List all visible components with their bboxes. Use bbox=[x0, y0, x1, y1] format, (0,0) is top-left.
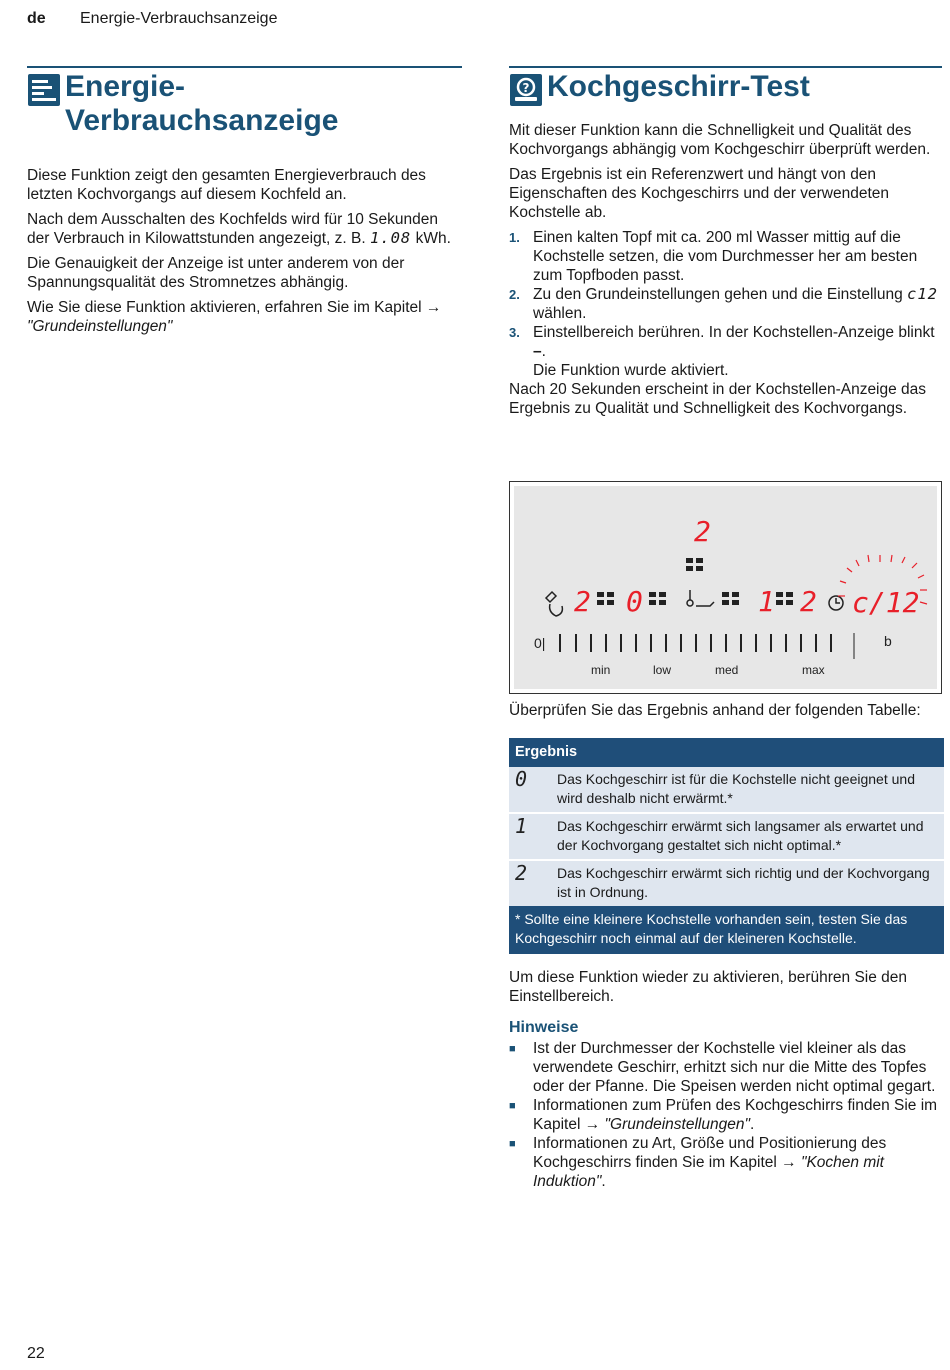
hints-list bbox=[509, 1039, 944, 1191]
result-code: 2 bbox=[509, 860, 551, 906]
zone-icon bbox=[649, 592, 666, 605]
chapter-link[interactable]: "Grundeinstellungen" bbox=[604, 1116, 750, 1133]
paragraph: Nach 20 Sekunden erscheint in der Kochstellen-Anzeige das Ergebnis zu Qualität und Schnelligkeit des Kochvorgangs. bbox=[509, 381, 927, 417]
paragraph: Mit dieser Funktion kann die Schnelligkeit und Qualität des Kochvorgangs abhängig vom Kochgeschirr überprüft werden. bbox=[509, 122, 931, 158]
blink-symbol: – bbox=[533, 343, 542, 360]
bullet-icon: ■ bbox=[509, 1138, 516, 1150]
timer-icon bbox=[829, 596, 843, 610]
top-display-digit: 2 bbox=[694, 515, 711, 548]
arrow-icon: → bbox=[781, 1154, 797, 1171]
scale-label: min bbox=[591, 663, 611, 677]
running-header-title: Energie-Verbrauchsanzeige bbox=[80, 10, 278, 27]
energy-display-icon bbox=[27, 73, 61, 107]
results-table bbox=[509, 738, 944, 954]
list-item: 1. Einen kalten Topf mit ca. 200 ml Wasser mittig auf die Kochstelle setzen, die vom Durchmesser her am besten zum Topfboden passt. bbox=[509, 229, 918, 284]
zone-icon bbox=[722, 592, 739, 605]
paragraph: Wie Sie diese Funktion aktivieren, erfahren Sie im Kapitel → "Grundeinstellungen" bbox=[27, 299, 442, 335]
paragraph: Nach dem Ausschalten des Kochfelds wird für 10 Sekunden der Verbrauch in Kilowattstunden angezeigt, z. B. 1.08 kWh. bbox=[27, 211, 451, 247]
section-title: Kochgeschirr-Test bbox=[547, 70, 810, 103]
control-panel-illustration bbox=[509, 481, 942, 694]
paragraph: Das Ergebnis ist ein Referenzwert und hängt von den Eigenschaften des Kochgeschirrs und der verwendeten Kochstelle ab. bbox=[509, 166, 889, 221]
list-item: ■ Informationen zu Art, Größe und Positionierung des Kochgeschirrs finden Sie im Kapitel → "Kochen mit Induktion". bbox=[509, 1135, 887, 1190]
section-rule bbox=[27, 66, 462, 68]
bullet-icon: ■ bbox=[509, 1043, 516, 1055]
table-row bbox=[509, 813, 944, 860]
pan-sensor-icon bbox=[687, 590, 714, 606]
list-item: 3. Einstellbereich berühren. In der Kochstellen-Anzeige blinkt –. Die Funktion wurde aktiviert. bbox=[509, 324, 935, 379]
page-number: 22 bbox=[27, 1345, 45, 1362]
results-section bbox=[509, 701, 944, 1191]
zone-digit: 2 bbox=[800, 585, 817, 618]
table-footnote: * Sollte eine kleinere Kochstelle vorhanden sein, testen Sie das Kochgeschirr noch einmal auf der kleineren Kochstelle. bbox=[509, 906, 944, 954]
zone-icon bbox=[776, 592, 793, 605]
slider-scale bbox=[560, 634, 831, 652]
language-code: de bbox=[27, 10, 46, 27]
list-item: ■ Informationen zum Prüfen des Kochgeschirrs finden Sie im Kapitel → "Grundeinstellungen". bbox=[509, 1097, 938, 1133]
hints-heading: Hinweise bbox=[509, 1019, 579, 1036]
svg-text:?: ? bbox=[522, 81, 530, 95]
bullet-icon: ■ bbox=[509, 1100, 516, 1112]
chapter-link[interactable]: "Grundeinstellungen" bbox=[27, 318, 173, 335]
cookware-test-icon bbox=[509, 73, 543, 107]
display-value: 1.08 bbox=[369, 229, 412, 247]
scale-label: low bbox=[653, 663, 672, 677]
zone-digit: 2 bbox=[574, 585, 591, 618]
scale-start: 0| bbox=[534, 635, 546, 651]
zone-digit: 0 bbox=[626, 585, 643, 618]
control-panel-drawing bbox=[514, 486, 937, 689]
zone-digit: 1 bbox=[758, 585, 775, 618]
list-item: ■ Ist der Durchmesser der Kochstelle viel kleiner als das verwendete Geschirr, erhitzt sich nur die Mitte des Topfes oder der Pfanne. Die Speisen werden nicht optimal gegart. bbox=[509, 1040, 936, 1095]
section-title-line2: Verbrauchsanzeige bbox=[65, 104, 339, 137]
cookware-test-section bbox=[509, 66, 942, 424]
arrow-icon: → bbox=[425, 299, 442, 316]
keylock-icon bbox=[546, 592, 562, 616]
result-code: 0 bbox=[509, 767, 551, 813]
result-text: Das Kochgeschirr erwärmt sich richtig und der Kochvorgang ist in Ordnung. bbox=[551, 860, 944, 906]
table-header: Ergebnis bbox=[509, 738, 944, 767]
energy-section bbox=[27, 66, 462, 342]
result-code: 1 bbox=[509, 813, 551, 860]
zone-icon bbox=[686, 558, 703, 571]
paragraph: Die Genauigkeit der Anzeige ist unter anderem von der Spannungsqualität des Stromnetzes abhängig. bbox=[27, 255, 405, 291]
zone-icon bbox=[597, 592, 614, 605]
list-item: 2. Zu den Grundeinstellungen gehen und die Einstellung c12 wählen. bbox=[509, 285, 938, 322]
table-row bbox=[509, 767, 944, 813]
result-text: Das Kochgeschirr erwärmt sich langsamer als erwartet und der Kochvorgang gestaltet sich nicht optimal.* bbox=[551, 813, 944, 860]
result-text: Das Kochgeschirr ist für die Kochstelle nicht geeignet und wird deshalb nicht erwärmt.* bbox=[551, 767, 944, 813]
scale-label: max bbox=[802, 663, 825, 677]
paragraph: Überprüfen Sie das Ergebnis anhand der folgenden Tabelle: bbox=[509, 702, 921, 719]
step-result: Die Funktion wurde aktiviert. bbox=[533, 362, 729, 379]
step-list bbox=[509, 228, 942, 380]
code-display: c/12 bbox=[852, 586, 920, 619]
scale-end: b bbox=[884, 633, 892, 649]
paragraph: Diese Funktion zeigt den gesamten Energieverbrauch des letzten Kochvorgangs auf diesem Kochfeld an. bbox=[27, 167, 426, 203]
scale-label: med bbox=[715, 663, 739, 677]
section-rule bbox=[509, 66, 942, 68]
arrow-icon: → bbox=[584, 1116, 601, 1133]
setting-code: c12 bbox=[907, 285, 938, 303]
chapter-link[interactable]: "Kochen mit Induktion" bbox=[533, 1154, 884, 1190]
section-title-line1: Energie- bbox=[65, 70, 186, 103]
paragraph: Um diese Funktion wieder zu aktivieren, berühren Sie den Einstellbereich. bbox=[509, 969, 908, 1005]
table-row bbox=[509, 860, 944, 906]
